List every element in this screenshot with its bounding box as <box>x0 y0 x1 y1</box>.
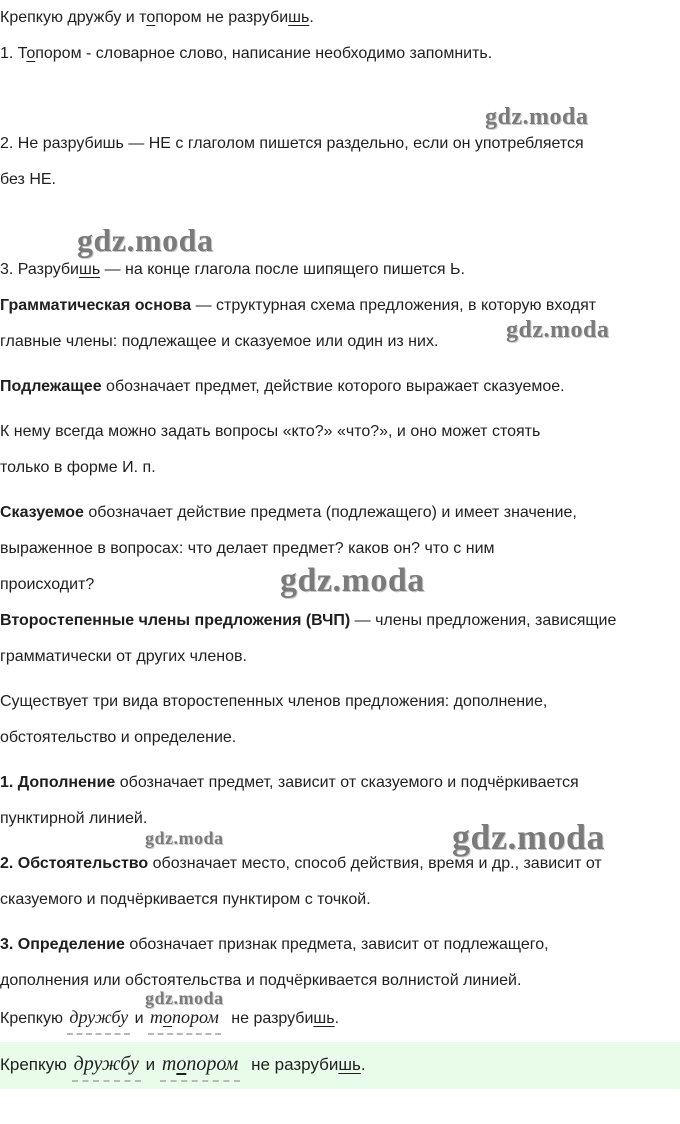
highlighted-example <box>0 1042 680 1089</box>
watermark: gdz.moda <box>452 817 606 857</box>
sentence-line: Крепкую дружбу и топором не разрубишь. <box>0 9 314 26</box>
note-3: 3. Разрубишь — на конце глагола после шипящего пишется Ь. <box>0 261 465 278</box>
parsed-sentence-small: Крепкую дружбу и топором не разрубишь. <box>0 1007 339 1035</box>
watermark: gdz.moda <box>506 317 610 343</box>
watermark: gdz.moda <box>145 828 224 848</box>
subject-definition: Подлежащее обозначает предмет, действие которого выражает сказуемое. <box>0 378 565 395</box>
watermark: gdz.moda <box>145 988 224 1008</box>
watermark: gdz.moda <box>280 562 425 599</box>
watermark: gdz.moda <box>485 104 589 130</box>
watermark: gdz.moda <box>77 222 214 258</box>
note-1: 1. Топором - словарное слово, написание необходимо запомнить. <box>0 45 493 62</box>
parsed-sentence-large: Крепкую дружбу и топором не разрубишь. <box>0 1054 366 1082</box>
